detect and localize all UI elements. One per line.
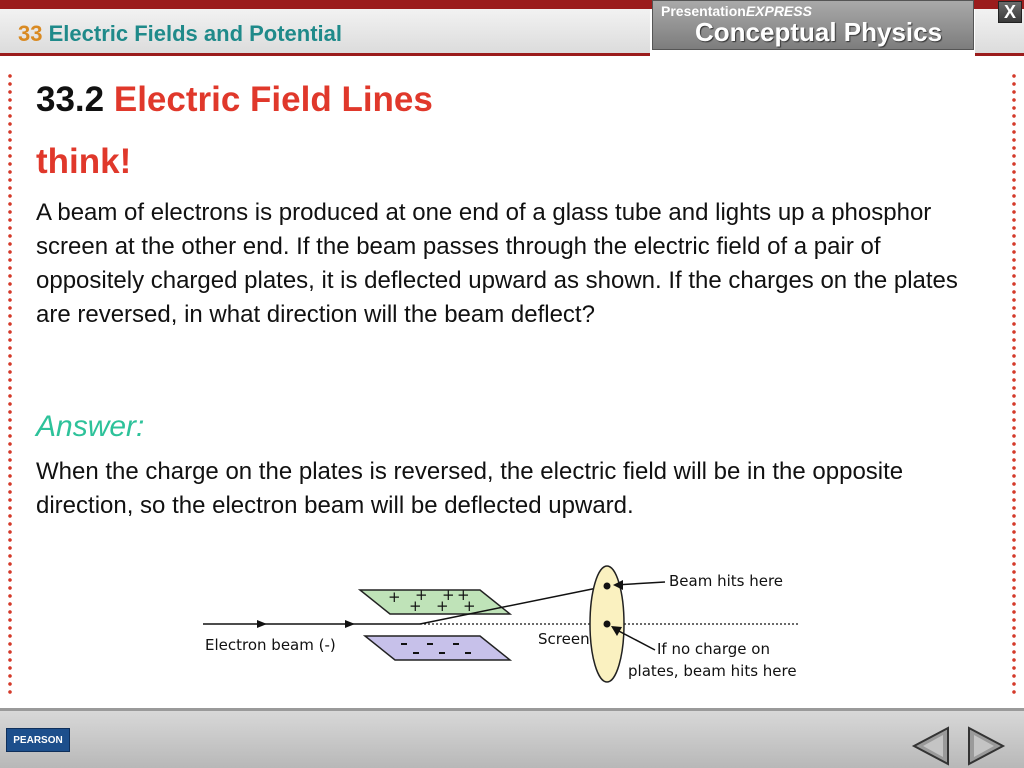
chapter-title — [18, 21, 342, 47]
no-charge-hit-point — [604, 621, 611, 628]
no-charge-label-line1: If no charge on — [657, 640, 770, 658]
brand-presentation-text: Presentation — [661, 3, 746, 19]
svg-text:+: + — [457, 586, 470, 604]
svg-text:+: + — [409, 597, 422, 615]
answer-label: Answer: — [36, 410, 145, 443]
answer-text: When the charge on the plates is reversed, the electric field will be in the opposite direction, so the electron beam will be deflected upward. — [36, 458, 904, 519]
chapter-name: Electric Fields and Potential — [48, 21, 343, 46]
next-arrow-icon[interactable] — [965, 725, 1007, 767]
question-text: A beam of electrons is produced at one end of a glass tube and lights up a phosphor screen at the other end. If the beam passes through the electric field of a pair of oppositely charged plates, it is deflected upward as shown. If the charges on the plates are reversed, in what direction will the beam deflect? — [36, 199, 958, 328]
slide-heading — [36, 80, 433, 120]
left-dotted-border — [8, 72, 12, 697]
footer-bar — [0, 708, 1024, 768]
right-dotted-border — [1012, 72, 1016, 697]
beam-arrow-2 — [345, 620, 355, 628]
svg-text:+: + — [442, 586, 455, 604]
electron-beam-diagram — [195, 558, 835, 688]
brand-logo — [652, 0, 974, 50]
think-label: think! — [36, 142, 132, 181]
brand-express-text: EXPRESS — [745, 3, 812, 19]
previous-arrow-icon[interactable] — [910, 725, 952, 767]
svg-text:+: + — [388, 588, 401, 606]
chapter-number: 33 — [18, 21, 43, 46]
screen-label: Screen — [538, 630, 590, 648]
close-button[interactable]: X — [998, 1, 1022, 23]
top-bar — [0, 0, 1024, 58]
no-charge-label-line2: plates, beam hits here — [628, 662, 797, 680]
electron-beam-label: Electron beam (-) — [205, 636, 336, 654]
svg-text:+: + — [463, 597, 476, 615]
negative-plate — [365, 636, 510, 660]
beam-hit-point — [604, 583, 611, 590]
chapter-title-bar — [0, 9, 650, 56]
svg-text:+: + — [415, 586, 428, 604]
beam-arrow-1 — [257, 620, 267, 628]
pearson-logo: PEARSON — [6, 728, 70, 752]
beam-hits-label: Beam hits here — [669, 572, 784, 590]
section-number: 33.2 — [36, 80, 105, 119]
section-name: Electric Field Lines — [113, 80, 433, 119]
brand-conceptual-physics: Conceptual Physics — [695, 17, 943, 47]
svg-text:+: + — [436, 597, 449, 615]
